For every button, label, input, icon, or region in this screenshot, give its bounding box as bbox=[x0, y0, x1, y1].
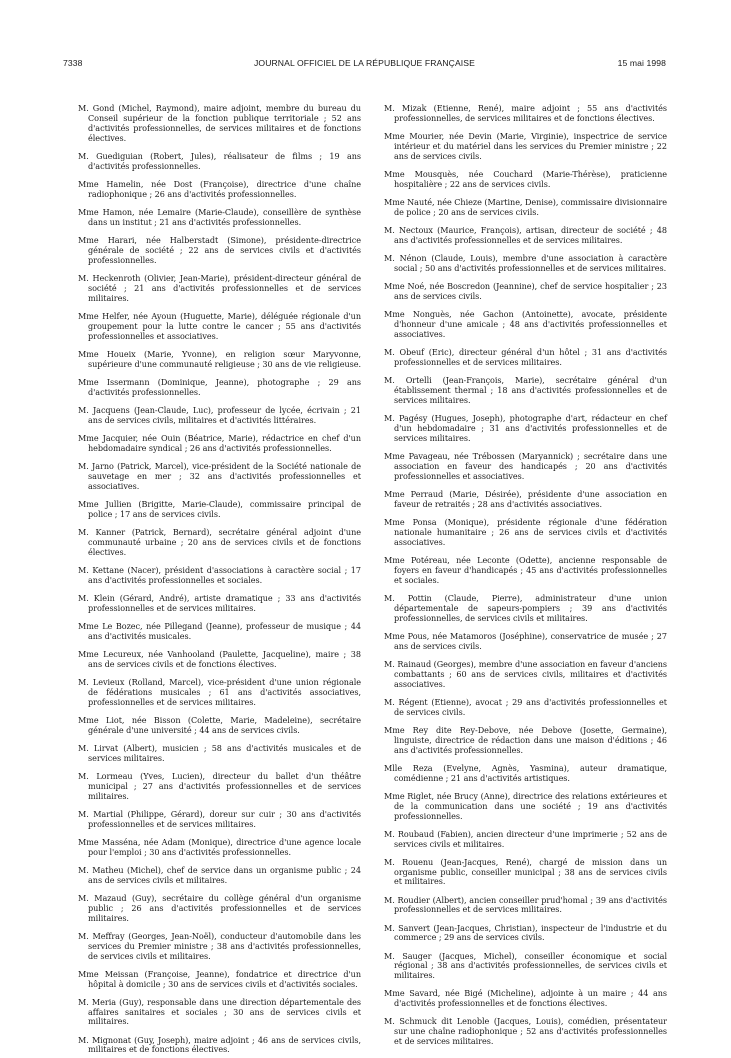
list-item: M. Obeuf (Eric), directeur général d'un hôtel ; 31 ans d'activités professionnelles et de services militaires. bbox=[384, 347, 667, 367]
list-item: M. Martial (Philippe, Gérard), doreur sur cuir ; 30 ans d'activités professionnelles et de services militaires. bbox=[78, 808, 361, 829]
list-item: M. Roubaud (Fabien), ancien directeur d'une imprimerie ; 52 ans de services civils et militaires. bbox=[384, 828, 667, 849]
right-column bbox=[384, 96, 667, 1050]
list-item: Mme Helfer, née Ayoun (Huguette, Marie), déléguée régionale d'un groupement pour la lutte contre le cancer ; 55 ans d'activités professionnelles et associatives. bbox=[78, 310, 361, 341]
list-item: M. Jarno (Patrick, Marcel), vice-président de la Société nationale de sauvetage en mer ; 32 ans d'activités professionnelles et associatives. bbox=[78, 460, 361, 491]
list-item: Mme Pous, née Matamoros (Joséphine), conservatrice de musée ; 27 ans de services civils. bbox=[384, 630, 667, 651]
list-item: Mme Rey dite Rey-Debove, née Debove (Josette, Germaine), linguiste, directrice de rédaction dans une maison d'éditions ; 46 ans d'activités professionnelles. bbox=[384, 724, 667, 755]
list-item: M. Mizak (Etienne, René), maire adjoint ; 55 ans d'activités professionnelles, de services militaires et de fonctions électives. bbox=[384, 103, 667, 124]
list-item: M. Guediguian (Robert, Jules), réalisateur de films ; 19 ans d'activités professionnelles. bbox=[78, 151, 361, 171]
list-item: M. Lirvat (Albert), musicien ; 58 ans d'activités musicales et de services militaires. bbox=[78, 742, 361, 763]
list-item: M. Lormeau (Yves, Lucien), directeur du ballet d'un théâtre municipal ; 27 ans d'activités professionnelles et de services militaires. bbox=[78, 770, 361, 801]
list-item: M. Sanvert (Jean-Jacques, Christian), inspecteur de l'industrie et du commerce ; 29 ans de services civils. bbox=[384, 922, 667, 943]
list-item: Mme Meissan (Françoise, Jeanne), fondatrice et directrice d'un hôpital à domicile ; 30 ans de services civils et d'activités sociales. bbox=[78, 968, 361, 989]
list-item: Mme Hamon, née Lemaire (Marie-Claude), conseillère de synthèse dans un institut ; 21 ans d'activités professionnelles. bbox=[78, 207, 361, 227]
list-item: M. Klein (Gérard, André), artiste dramatique ; 33 ans d'activités professionnelles et de services militaires. bbox=[78, 592, 361, 613]
list-item: Mme Savard, née Bigé (Micheline), adjointe à un maire ; 44 ans d'activités professionnelles et de fonctions électives. bbox=[384, 988, 667, 1009]
left-column bbox=[78, 96, 361, 1058]
list-item: M. Régent (Etienne), avocat ; 29 ans d'activités professionnelles et de services civils. bbox=[384, 696, 667, 717]
list-item: M. Pottin (Claude, Pierre), administrateur d'une union départementale de sapeurs-pompiers ; 39 ans d'activités professionnelles, de services civils et militaires. bbox=[384, 592, 667, 623]
list-item: Mme Hamelin, née Dost (Françoise), directrice d'une chaîne radiophonique ; 26 ans d'activités professionnelles. bbox=[78, 179, 361, 199]
list-item: Mme Issermann (Dominique, Jeanne), photographe ; 29 ans d'activités professionnelles. bbox=[78, 376, 361, 397]
page-header bbox=[63, 58, 666, 72]
list-item: M. Meria (Guy), responsable dans une direction départementale des affaires sanitaires et sociales ; 30 ans de services civils et militaires. bbox=[78, 996, 361, 1027]
list-item: M. Pagésy (Hugues, Joseph), photographe d'art, rédacteur en chef d'un hebdomadaire ; 31 ans d'activités professionnelles et de services militaires. bbox=[384, 412, 667, 443]
list-item: M. Jacquens (Jean-Claude, Luc), professeur de lycée, écrivain ; 21 ans de services civils, militaires et d'activités littéraires. bbox=[78, 404, 361, 425]
list-item: Mme Jullien (Brigitte, Marie-Claude), commissaire principal de police ; 17 ans de services civils. bbox=[78, 498, 361, 519]
list-item: M. Schmuck dit Lenoble (Jacques, Louis), comédien, présentateur sur une chaîne radiophonique ; 52 ans d'activités professionnelles et de services militaires. bbox=[384, 1016, 667, 1047]
list-item: Mme Ponsa (Monique), présidente régionale d'une fédération nationale humanitaire ; 26 ans de services civils et d'activités associatives. bbox=[384, 516, 667, 547]
list-item: Mme Lecureux, née Vanhooland (Paulette, Jacqueline), maire ; 38 ans de services civils et de fonctions électives. bbox=[78, 648, 361, 669]
list-item: Mme Nonguès, née Gachon (Antoinette), avocate, présidente d'honneur d'une amicale ; 48 ans d'activités professionnelles et associatives. bbox=[384, 309, 667, 339]
list-item: M. Heckenroth (Olivier, Jean-Marie), président-directeur général de société ; 21 ans d'activités professionnelles et de services militaires. bbox=[78, 272, 361, 303]
list-item: M. Kanner (Patrick, Bernard), secrétaire général adjoint d'une communauté urbaine ; 20 ans de services civils et de fonctions électives. bbox=[78, 526, 361, 557]
list-item: M. Gond (Michel, Raymond), maire adjoint, membre du bureau du Conseil supérieur de la fonction publique territoriale ; 52 ans d'activités professionnelles, de services militaires et de fonctions électives. bbox=[78, 103, 361, 143]
list-item: Mme Nauté, née Chieze (Martine, Denise), commissaire divisionnaire de police ; 20 ans de services civils. bbox=[384, 197, 667, 217]
list-item: M. Roudier (Albert), ancien conseiller prud'homal ; 39 ans d'activités professionnelles et de services militaires. bbox=[384, 894, 667, 915]
list-item: M. Kettane (Nacer), président d'associations à caractère social ; 17 ans d'activités professionnelles et sociales. bbox=[78, 564, 361, 585]
list-item: M. Matheu (Michel), chef de service dans un organisme public ; 24 ans de services civils et militaires. bbox=[78, 864, 361, 885]
list-item: Mme Masséna, née Adam (Monique), directrice d'une agence locale pour l'emploi ; 30 ans d'activités professionnelles. bbox=[78, 836, 361, 857]
list-item: Mme Le Bozec, née Pillegand (Jeanne), professeur de musique ; 44 ans d'activités musicales. bbox=[78, 620, 361, 641]
journal-title: JOURNAL OFFICIEL DE LA RÉPUBLIQUE FRANÇAISE bbox=[254, 58, 475, 68]
publication-date: 15 mai 1998 bbox=[617, 58, 666, 68]
list-item: Mme Noé, née Boscredon (Jeannine), chef de service hospitalier ; 23 ans de services civils. bbox=[384, 281, 667, 301]
list-item: Mme Mousquès, née Couchard (Marie-Thérèse), praticienne hospitalière ; 22 ans de services civils. bbox=[384, 169, 667, 189]
list-item: M. Rainaud (Georges), membre d'une association en faveur d'anciens combattants ; 60 ans de services civils, militaires et d'activités associatives. bbox=[384, 658, 667, 689]
list-item: M. Sauger (Jacques, Michel), conseiller économique et social régional ; 38 ans d'activités professionnelles, de services civils et militaires. bbox=[384, 950, 667, 981]
list-item: M. Nénon (Claude, Louis), membre d'une association à caractère social ; 50 ans d'activités professionnelles et de services militaires. bbox=[384, 253, 667, 273]
list-item: Mme Jacquier, née Ouin (Béatrice, Marie), rédactrice en chef d'un hebdomadaire syndical ; 26 ans d'activités professionnelles. bbox=[78, 432, 361, 453]
list-item: M. Rouenu (Jean-Jacques, René), chargé de mission dans un organisme public, conseiller municipal ; 38 ans de services civils et militaires. bbox=[384, 856, 667, 887]
list-item: M. Ortelli (Jean-François, Marie), secrétaire général d'un établissement thermal ; 18 ans d'activités professionnelles et de services militaires. bbox=[384, 375, 667, 405]
list-item: M. Nectoux (Maurice, François), artisan, directeur de société ; 48 ans d'activités professionnelles et de services militaires. bbox=[384, 225, 667, 245]
list-item: M. Levieux (Rolland, Marcel), vice-président d'une union régionale de fédérations musicales ; 61 ans d'activités associatives, professionnelles et de services militaires. bbox=[78, 676, 361, 707]
list-item: Mme Houeix (Marie, Yvonne), en religion sœur Maryvonne, supérieure d'une communauté religieuse ; 30 ans de vie religieuse. bbox=[78, 348, 362, 369]
list-item: Mme Riglet, née Brucy (Anne), directrice des relations extérieures et de la communication dans une société ; 19 ans d'activités professionnelles. bbox=[384, 790, 667, 821]
list-item: M. Mazaud (Guy), secrétaire du collège général d'un organisme public ; 26 ans d'activités professionnelles et de services militaires. bbox=[78, 892, 361, 923]
list-item: Mme Pavageau, née Trébossen (Maryannick) ; secrétaire dans une association en faveur des handicapés ; 20 ans d'activités professionnelles et associatives. bbox=[384, 450, 667, 481]
list-item: M. Meffray (Georges, Jean-Noël), conducteur d'automobile dans les services du Premier ministre ; 38 ans d'activités professionnelles, de services civils et militaires. bbox=[78, 930, 361, 961]
list-item: Mme Harari, née Halberstadt (Simone), présidente-directrice générale de société ; 22 ans de services civils et d'activités professionnelles. bbox=[78, 235, 361, 265]
list-item: Mme Mourier, née Devin (Marie, Virginie), inspectrice de service intérieur et du matériel dans les services du Premier ministre ; 22 ans de services civils. bbox=[384, 131, 667, 161]
page-number: 7338 bbox=[63, 58, 83, 68]
list-item: Mme Potéreau, née Leconte (Odette), ancienne responsable de foyers en faveur d'handicapés ; 45 ans d'activités professionnelles et sociales. bbox=[384, 554, 667, 585]
list-item: Mlle Reza (Evelyne, Agnès, Yasmina), auteur dramatique, comédienne ; 21 ans d'activités artistiques. bbox=[384, 762, 667, 783]
list-item: Mme Perraud (Marie, Désirée), présidente d'une association en faveur de retraités ; 28 ans d'activités associatives. bbox=[384, 488, 667, 509]
list-item: Mme Liot, née Bisson (Colette, Marie, Madeleine), secrétaire générale d'une université ; 44 ans de services civils. bbox=[78, 714, 361, 735]
list-item: M. Mignonat (Guy, Joseph), maire adjoint ; 46 ans de services civils, militaires et de fonctions électives. bbox=[78, 1034, 361, 1055]
